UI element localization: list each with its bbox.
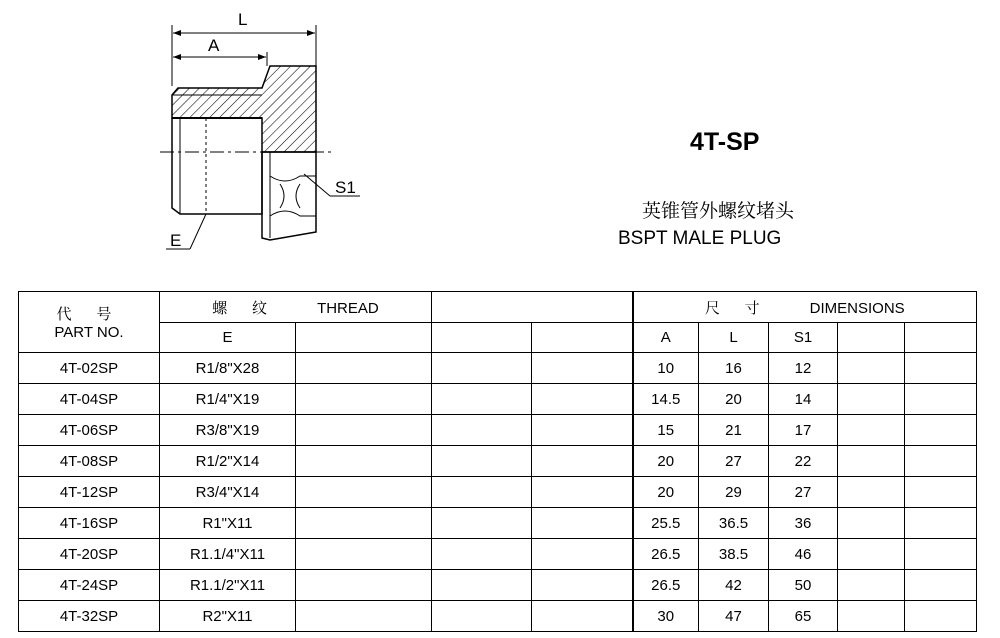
header-empty-cell	[432, 292, 633, 323]
product-code: 4T-SP	[690, 128, 760, 156]
cell-dim-s1: 12	[769, 353, 838, 384]
cell-dim-l: 47	[699, 601, 769, 632]
table-row	[19, 539, 977, 570]
cell-thread-e: R1.1/4"X11	[160, 539, 296, 570]
cell-dim-s1: 46	[769, 539, 838, 570]
cell-dim-l: 29	[699, 477, 769, 508]
label-s1: S1	[335, 178, 356, 197]
cell-part-no: 4T-02SP	[19, 353, 160, 384]
cell-thread-e: R3/8"X19	[160, 415, 296, 446]
header-col-l: L	[699, 323, 769, 353]
header-dimensions	[633, 292, 977, 323]
cell-dim-l: 38.5	[699, 539, 769, 570]
table-row	[19, 446, 977, 477]
plug-technical-drawing	[150, 0, 380, 265]
header-part-en: PART NO.	[54, 324, 124, 341]
cell-thread-e: R1"X11	[160, 508, 296, 539]
product-name-en: BSPT MALE PLUG	[618, 228, 782, 249]
cell-thread-e: R2"X11	[160, 601, 296, 632]
label-e: E	[170, 231, 182, 250]
cell-dim-a: 10	[633, 353, 699, 384]
cell-dim-s1: 22	[769, 446, 838, 477]
cell-part-no: 4T-06SP	[19, 415, 160, 446]
cell-dim-s1: 65	[769, 601, 838, 632]
cell-dim-l: 42	[699, 570, 769, 601]
cell-dim-l: 16	[699, 353, 769, 384]
table-row	[19, 353, 977, 384]
header-col-a: A	[633, 323, 699, 353]
header-part-no	[19, 292, 160, 353]
cell-dim-l: 36.5	[699, 508, 769, 539]
cell-part-no: 4T-16SP	[19, 508, 160, 539]
cell-dim-a: 30	[633, 601, 699, 632]
plug-body-outline	[172, 118, 262, 214]
table-row	[19, 384, 977, 415]
header-col-s1: S1	[769, 323, 838, 353]
cell-thread-e: R1/8"X28	[160, 353, 296, 384]
cell-part-no: 4T-24SP	[19, 570, 160, 601]
cell-dim-a: 20	[633, 446, 699, 477]
hatched-section	[172, 66, 316, 152]
header-thread	[160, 292, 432, 323]
table-row	[19, 477, 977, 508]
product-name-cn: 英锥管外螺纹堵头	[642, 200, 795, 222]
table-row	[19, 415, 977, 446]
cell-thread-e: R1/4"X19	[160, 384, 296, 415]
cell-part-no: 4T-12SP	[19, 477, 160, 508]
e-leader-line	[190, 214, 206, 249]
header-thread-cn: 螺 纹	[212, 298, 278, 317]
spec-table	[18, 291, 977, 632]
cell-dim-l: 21	[699, 415, 769, 446]
cell-dim-l: 20	[699, 384, 769, 415]
table-row	[19, 601, 977, 632]
cell-dim-s1: 36	[769, 508, 838, 539]
cell-dim-s1: 14	[769, 384, 838, 415]
s1-leader-line	[304, 174, 330, 196]
header-thread-en: THREAD	[317, 299, 379, 317]
table-header-row-1	[19, 292, 977, 323]
cell-part-no: 4T-32SP	[19, 601, 160, 632]
cell-dim-a: 26.5	[633, 539, 699, 570]
table-row	[19, 508, 977, 539]
cell-part-no: 4T-20SP	[19, 539, 160, 570]
table-row	[19, 570, 977, 601]
header-col-e: E	[160, 323, 296, 353]
cell-dim-a: 25.5	[633, 508, 699, 539]
cell-dim-s1: 50	[769, 570, 838, 601]
label-a: A	[208, 36, 220, 55]
cell-thread-e: R1.1/2"X11	[160, 570, 296, 601]
cell-dim-a: 15	[633, 415, 699, 446]
cell-part-no: 4T-04SP	[19, 384, 160, 415]
label-l: L	[238, 10, 248, 29]
cell-dim-s1: 17	[769, 415, 838, 446]
cell-dim-a: 26.5	[633, 570, 699, 601]
cell-part-no: 4T-08SP	[19, 446, 160, 477]
header-dims-cn: 尺 寸	[704, 298, 770, 317]
table-header-row-2	[19, 323, 977, 353]
cell-dim-a: 20	[633, 477, 699, 508]
cell-dim-s1: 27	[769, 477, 838, 508]
cell-dim-a: 14.5	[633, 384, 699, 415]
header-dims-en: DIMENSIONS	[809, 299, 905, 317]
cell-thread-e: R1/2"X14	[160, 446, 296, 477]
cell-dim-l: 27	[699, 446, 769, 477]
header-part-cn: 代 号	[56, 305, 122, 323]
cell-thread-e: R3/4"X14	[160, 477, 296, 508]
